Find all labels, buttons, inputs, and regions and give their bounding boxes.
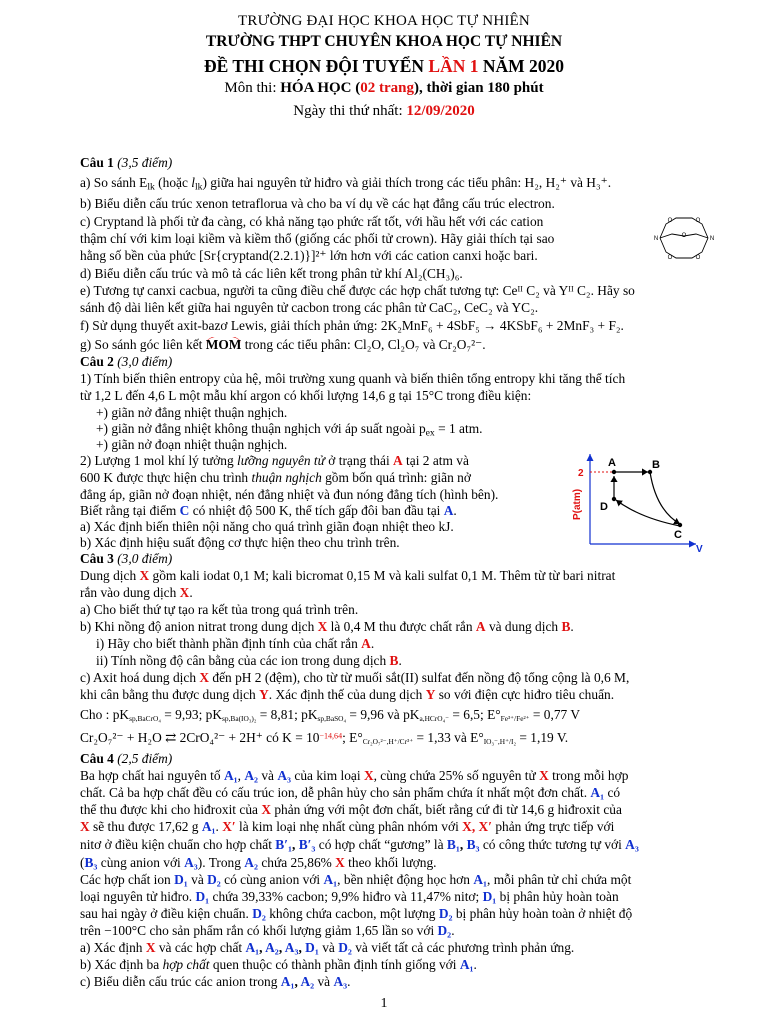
q3-bi-pre: i) Hãy cho biết thành phần định tính của chất rắn	[96, 636, 362, 651]
q2-point-c-ref: C	[179, 503, 190, 518]
q3-l2-post: .	[189, 585, 193, 600]
q3-data2-exp: −14,64	[319, 731, 343, 741]
q4-t: có công thức tương tự với	[479, 837, 626, 852]
q4-t: sẽ thu được 17,62 g	[89, 819, 202, 834]
q4-a1: A₁	[459, 957, 474, 972]
q2-p1i: +) giãn nở đẳng nhiệt thuận nghịch.	[96, 405, 288, 420]
q4-l2	[80, 785, 705, 801]
q4-a2: A₂	[300, 974, 315, 989]
q3-bii-pre: ii) Tính nồng độ cân bằng của các ion trong dung dịch	[96, 653, 390, 668]
q2-p2a	[80, 453, 570, 469]
q4-a3: A₃	[625, 837, 639, 852]
exam-title	[0, 56, 768, 77]
q2-p1b: từ 1,2 L đến 4,6 L một mẫu khí argon có khối lượng 14,6 g tại 15°C trong điều kiện:	[80, 388, 532, 403]
q4-a3: A₃	[277, 768, 292, 783]
svg-text:N: N	[653, 236, 659, 242]
q4-t: quen thuộc có thành phần định tính giống với	[209, 957, 460, 972]
q4-b3: B₃	[84, 855, 98, 870]
q4-t: và	[258, 768, 278, 783]
q1-c3: hằng số bền của phức [Sr{cryptand(2.2.1)}]²⁺ lớn hơn với các cation canxi hoặc bari.	[80, 248, 538, 263]
q4-title: Câu 4	[80, 751, 114, 766]
q4-t: b) Xác định ba	[80, 957, 163, 972]
q3-data1-s2: sp,Ba(IO₃)₂	[222, 713, 257, 723]
pv-cycle-diagram	[568, 448, 708, 554]
q2-p2a-post: tại 2 atm và	[402, 453, 469, 468]
q3-c2-post: so với điện cực hiđro tiêu chuẩn.	[435, 687, 615, 702]
q3-a: a) Cho biết thứ tự tạo ra kết tủa trong quá trình trên.	[80, 602, 359, 617]
q4-t: và	[318, 940, 339, 955]
q4-qc: c) Biểu diễn cấu trúc các anion trong A₁, A₂ và A₃.	[80, 974, 351, 989]
q2-points: (3,0 điểm)	[117, 354, 173, 369]
q3-y: Y	[425, 687, 436, 702]
q1-e1: e) Tương tự canxi cacbua, người ta cũng điều chế được các hợp chất tương tự: Ceᴵᴵ C₂ và Yᴵᴵ C₂. Hãy so	[80, 283, 635, 298]
page-count: 02 trang	[360, 80, 414, 96]
q3-title: Câu 3	[80, 551, 114, 566]
subject-name: HÓA HỌC (	[280, 80, 361, 96]
q4-t: phản ứng trực tiếp với	[491, 819, 615, 834]
q3-b-post: .	[570, 619, 574, 634]
q4-x: X	[539, 768, 549, 783]
q2-p2e: a) Xác định biến thiên nội năng cho quá trình giãn đoạn nhiệt theo kJ.	[80, 519, 454, 534]
q4-xp: X′	[222, 819, 236, 834]
q2-p2f: b) Xác định hiệu suất động cơ thực hiện theo chu trình trên.	[80, 535, 400, 550]
q1-g-pre: g) So sánh góc liên kết	[80, 337, 206, 352]
q2-heading	[80, 354, 705, 370]
q2-p2b-ital: thuận nghịch	[251, 470, 322, 485]
q3-a-ref: A	[361, 636, 371, 651]
q4-a1: A₁	[280, 974, 295, 989]
q3-c1-post: đến pH 2 (đệm), cho từ từ muối sắt(II) sulfat đến nồng độ tổng cộng là 0,6 M,	[209, 670, 630, 685]
q4-a3: A₃	[333, 974, 348, 989]
q4-t: loại nguyên tử hiđro.	[80, 889, 196, 904]
q2-p2d-post: .	[453, 503, 457, 518]
q4-t: theo khối lượng.	[344, 855, 437, 870]
q2-p2a-pre: 2) Lượng 1 mol khí lý tưởng	[80, 453, 237, 468]
q3-data2-mid: ; E°	[342, 730, 363, 745]
q4-t: chứa 25,86%	[257, 855, 336, 870]
q4-a1: A₁	[245, 940, 260, 955]
q4-l7: Các hợp chất ion D₁ và D₂ có cùng anion với A₁, bền nhiệt động học hơn A₁, mỗi phân tử chỉ chứa một	[80, 872, 632, 887]
q3-data1	[80, 706, 705, 724]
q3-data2-s1: Cr₂O₇²⁻,H⁺/Cr³⁺	[362, 736, 414, 746]
q4-t: và viết tất cả các phương trình phản ứng.	[351, 940, 575, 955]
q4-t: a) Xác định	[80, 940, 146, 955]
q3-data1-v2: = 8,81; pK	[256, 707, 318, 722]
q1-a	[80, 175, 705, 191]
q1-g	[80, 337, 705, 353]
q3-x: X	[317, 619, 328, 634]
q4-a1: A₁	[473, 872, 487, 887]
q3-c1-pre: c) Axit hoá dung dịch	[80, 670, 200, 685]
q3-b-mid2: và dung dịch	[485, 619, 562, 634]
q4-t: , bền nhiệt động học hơn	[337, 872, 474, 887]
q3-data1-v4: = 6,5; E°	[449, 707, 501, 722]
q4-a1: A₁	[590, 785, 605, 800]
q4-x: X	[335, 855, 345, 870]
q1-e2: sánh độ dài liên kết giữa hai nguyên tử cacbon trong các phân tử CaC₂, CeC₂ và YC₂.	[80, 300, 539, 315]
q1-a-rest: ) giữa hai nguyên tử hiđro và giải thích trong các tiểu phân: H₂, H₂⁺ và H₃⁺.	[202, 175, 612, 190]
q2-p2d-pre: Biết rằng tại điểm	[80, 503, 180, 518]
svg-text:O: O	[667, 255, 673, 261]
point-a-label: A	[608, 457, 616, 469]
q4-points: (2,5 điểm)	[117, 751, 173, 766]
q4-a2: A₂	[244, 768, 259, 783]
exam-duration: ), thời gian 180 phút	[414, 80, 544, 96]
q3-a-ref: A	[475, 619, 486, 634]
q4-x: X	[80, 819, 90, 834]
q1-points: (3,5 điểm)	[117, 155, 173, 170]
school-name: TRƯỜNG THPT CHUYÊN KHOA HỌC TỰ NHIÊN	[205, 33, 563, 50]
q4-t: và các hợp chất	[155, 940, 246, 955]
page-number: 1	[380, 996, 388, 1011]
exam-round: LẦN 1	[428, 56, 479, 76]
q4-l8	[80, 889, 705, 905]
q4-b1: B₁	[446, 837, 460, 852]
q1-a-sub2: lk	[195, 181, 203, 191]
q1-a-mid: (hoặc	[154, 175, 192, 190]
q4-t: ,	[237, 768, 245, 783]
q4-a3: A₃	[184, 855, 198, 870]
q4-t: hợp chất	[162, 957, 210, 972]
q2-p1a: 1) Tính biến thiên entropy của hệ, môi trường xung quanh và biến thiên tổng entropy khi tăng thể tích	[80, 371, 626, 386]
q4-t: Các hợp chất ion	[80, 872, 175, 887]
cryptand-structure	[648, 206, 720, 270]
q2-p1ii-sub: ex	[425, 427, 435, 437]
q3-data2-pre: Cr₂O₇²⁻ + H₂O ⇄ 2CrO₄²⁻ + 2H⁺ có K = 10	[80, 730, 320, 745]
subject-label: Môn thi:	[224, 80, 281, 96]
svg-text:N: N	[709, 236, 715, 242]
q3-l1	[80, 568, 705, 584]
q4-t: có cùng anion với	[220, 872, 324, 887]
q4-t: là kim loại nhẹ nhất cùng phân nhóm với	[235, 819, 463, 834]
svg-text:O: O	[681, 233, 687, 239]
q4-d2: D₂	[252, 906, 266, 921]
q4-t: c) Biểu diễn cấu trúc các anion trong	[80, 974, 281, 989]
q3-bi	[96, 636, 721, 652]
q2-p1ii	[96, 421, 721, 437]
q3-data2-s2: IO₃⁻,H⁺/I₂	[483, 736, 517, 746]
q1-title: Câu 1	[80, 155, 114, 170]
q2-p2a-ital: lưỡng nguyên tử	[237, 453, 325, 468]
q2-title: Câu 2	[80, 354, 114, 369]
q2-p2b	[80, 470, 570, 486]
q4-xp: X′	[478, 819, 492, 834]
q4-t: trong mỗi hợp	[548, 768, 629, 783]
q4-a2: A₂	[265, 940, 279, 955]
q3-data1-s4: a,HCrO₄⁻	[419, 713, 450, 723]
q3-b-ref: B	[561, 619, 571, 634]
q4-heading	[80, 751, 705, 767]
q1-c1: c) Cryptand là phối tử đa càng, có khả năng tạo phức rất tốt, với hầu hết với các cation	[80, 214, 544, 229]
q1-a-text: a) So sánh E	[80, 175, 148, 190]
q4-l4: X sẽ thu được 17,62 g A₁. X′ là kim loại nhẹ nhất cùng phân nhóm với X, X′ phản ứng trực tiếp với	[80, 819, 615, 834]
q1-g-post: trong các tiểu phân: Cl₂O, Cl₂O₇ và Cr₂O₇²⁻.	[241, 337, 486, 352]
q2-p2b-pre: 600 K được thực hiện chu trình	[80, 470, 252, 485]
q1-g-angle: MOM	[205, 337, 242, 352]
q4-t: có	[604, 785, 621, 800]
q3-c2-pre: khi cân bằng thu được dung dịch	[80, 687, 260, 702]
y-tick-2: 2	[578, 468, 584, 479]
q3-data1-s5: Fe³⁺/Fe²⁺	[500, 713, 530, 723]
q3-bi-post: .	[370, 636, 375, 651]
q4-b3: B₃	[466, 837, 480, 852]
q3-bii	[96, 653, 721, 669]
q3-x: X	[179, 585, 190, 600]
q2-point-a-ref2: A	[443, 503, 454, 518]
q1-a-l: l	[191, 175, 195, 190]
q4-d1: D₁	[305, 940, 319, 955]
q1-f: f) Sử dụng thuyết axit-bazơ Lewis, giải thích phản ứng: 2K₂MnF₆ + 4SbF₅ → 4KSbF₆ + 2MnF₃ + F₂.	[80, 318, 624, 333]
q4-x: X	[363, 768, 374, 783]
q3-data1-s3: sp,BaSO₄	[317, 713, 347, 723]
exam-title-text: ĐỀ THI CHỌN ĐỘI TUYỂN	[203, 56, 429, 76]
q2-p1ii-text: +) giãn nở đẳng nhiệt không thuận nghịch với áp suất ngoài p	[96, 421, 426, 436]
q4-b3p: B′₃	[298, 837, 316, 852]
q4-a3: A₃	[284, 940, 299, 955]
q4-t: .	[215, 819, 223, 834]
q3-data2	[80, 729, 705, 747]
q4-l3	[80, 802, 705, 818]
svg-text:O: O	[695, 255, 701, 261]
point-d-label: D	[600, 501, 608, 513]
q4-d2: D₂	[438, 906, 453, 921]
q4-qa: a) Xác định X và các hợp chất A₁, A₂, A₃, D₁ và D₂ và viết tất cả các phương trình phản ứng.	[80, 940, 575, 955]
point-c-label: C	[674, 529, 682, 541]
q4-l5: nitơ ở điều kiện chuẩn cho hợp chất B′₁, B′₃ có hợp chất “gương” là B₁, B₃ có công thức tương tự với A₃	[80, 837, 639, 852]
q4-t: của kim loại	[291, 768, 364, 783]
q4-t: phản ứng với một đơn chất, biết rằng cứ đi từ 14,6 g hiđroxit của	[270, 802, 622, 817]
q4-x: X	[462, 819, 472, 834]
q3-b-pre: b) Khi nồng độ anion nitrat trong dung dịch	[80, 619, 318, 634]
q4-l10: trên −100°C cho sản phẩm rắn có khối lượng giảm 1,65 lần so với D₂.	[80, 923, 455, 938]
q4-t: không chứa cacbon, một lượng	[265, 906, 439, 921]
q4-t: chứa 39,33% cacbon; 9,9% hiđro và 11,47% nitơ;	[209, 889, 483, 904]
q2-p1ii-post: = 1 atm.	[434, 421, 483, 436]
q3-b-mid: là 0,4 M thu được chất rắn	[327, 619, 476, 634]
q2-p2c: đẳng áp, giãn nở đoạn nhiệt, nén đẳng nhiệt và đun nóng đẳng tích (hình bên).	[80, 487, 499, 502]
q3-b	[80, 619, 705, 635]
q3-l1-post: gồm kali iodat 0,1 M; kali bicromat 0,15 M và kali sulfat 0,1 M. Thêm từ từ bari nitrat	[149, 568, 616, 583]
q4-d2: D₂	[437, 923, 452, 938]
q4-a2: A₂	[244, 855, 258, 870]
q4-t: bị phân hủy hoàn toàn ở nhiệt độ	[452, 906, 633, 921]
q4-d1: D₁	[174, 872, 188, 887]
q3-data1-a: Cho : pK	[80, 707, 130, 722]
q3-x: X	[199, 670, 210, 685]
q3-l2-pre: rắn vào dung dịch	[80, 585, 180, 600]
q4-d2: D₂	[338, 940, 352, 955]
subject-line	[0, 80, 768, 97]
q4-t: trên −100°C cho sản phẩm rắn có khối lượng giảm 1,65 lần so với	[80, 923, 438, 938]
q3-c2	[80, 687, 705, 703]
q4-t: , mỗi phân tử chỉ chứa một	[487, 872, 632, 887]
q2-p2b-post: gồm bốn quá trình: giãn nở	[321, 470, 471, 485]
q1-a-sub: lk	[147, 181, 155, 191]
exam-date-line	[0, 103, 768, 120]
q4-t: Ba hợp chất hai nguyên tố	[80, 768, 224, 783]
q4-l9	[80, 906, 705, 922]
q2-p2d	[80, 503, 570, 519]
q3-data1-v3: = 9,96 và pK	[346, 707, 420, 722]
q4-t: bị phân hủy hoàn toàn	[496, 889, 619, 904]
exam-year: NĂM 2020	[478, 56, 565, 76]
q4-x: X	[261, 802, 271, 817]
q3-l2	[80, 585, 705, 601]
q3-c1	[80, 670, 705, 686]
q3-l1-pre: Dung dịch	[80, 568, 140, 583]
q3-x: X	[139, 568, 150, 583]
q4-d1: D₁	[482, 889, 497, 904]
q1-c2: thậm chí với kim loại kiềm và kiềm thổ (giống các phối tử crown). Hãy giải thích tại sao	[80, 231, 555, 246]
q4-l6: (B₃ cùng anion với A₃). Trong A₂ chứa 25,86% X theo khối lượng.	[80, 855, 437, 870]
q4-qb: b) Xác định ba hợp chất quen thuộc có thành phần định tính giống với A₁.	[80, 957, 477, 972]
q3-data1-v5: = 0,77 V	[529, 707, 581, 722]
q2-p2a-mid: ở trạng thái	[324, 453, 394, 468]
q2-point-a-ref: A	[393, 453, 403, 468]
q1-heading	[80, 155, 705, 171]
q4-b1p: B′₁	[275, 837, 292, 852]
q4-t: ). Trong	[197, 855, 245, 870]
exam-date-label: Ngày thi thứ nhất:	[293, 103, 407, 119]
q4-a1: A₁	[323, 872, 338, 887]
q3-points: (3,0 điểm)	[117, 551, 173, 566]
q4-t: nitơ ở điều kiện chuẩn cho hợp chất	[80, 837, 276, 852]
q4-t: chất. Cả ba hợp chất đều có cấu trúc ion, dễ phân hủy cho sản phẩm chứa ít nhất một đơn chất.	[80, 785, 591, 800]
q4-d1: D₁	[195, 889, 210, 904]
q1-d: d) Biểu diễn cấu trúc và mô tả các liên kết trong phân tử khí Al₂(CH₃)₆.	[80, 266, 463, 281]
q3-y: Y	[259, 687, 269, 702]
q2-p2d-mid: có nhiệt độ 500 K, thể tích gấp đôi ban đầu tại	[189, 503, 444, 518]
exam-date: 12/09/2020	[406, 103, 475, 119]
q4-l1	[80, 768, 705, 784]
q4-t: thể thu được khi cho hiđroxit của	[80, 802, 262, 817]
svg-text:O: O	[695, 218, 701, 224]
q1-b: b) Biểu diễn cấu trúc xenon tetraflorua và cho ba ví dụ về các hạt đẳng cấu trúc electron.	[80, 196, 555, 211]
q4-t: sau hai ngày ở điều kiện chuẩn.	[80, 906, 253, 921]
y-axis-label: P(atm)	[572, 488, 583, 520]
q3-c2-mid: . Xác định thế của dung dịch	[268, 687, 426, 702]
point-b-label: B	[652, 459, 660, 471]
university-name: TRƯỜNG ĐẠI HỌC KHOA HỌC TỰ NHIÊN	[238, 13, 530, 29]
q3-heading	[80, 551, 705, 567]
q4-d2: D₂	[207, 872, 221, 887]
svg-text:O: O	[667, 218, 673, 224]
q4-t: có hợp chất “gương” là	[315, 837, 447, 852]
q2-p1iii: +) giãn nở đoạn nhiệt thuận nghịch.	[96, 437, 288, 452]
q4-a1: A₁	[201, 819, 216, 834]
q4-x: X	[145, 940, 156, 955]
q3-data1-v1: = 9,93; pK	[160, 707, 223, 722]
q4-a1: A₁	[223, 768, 238, 783]
q3-bii-post: .	[398, 653, 402, 668]
q4-t: cùng anion với	[97, 855, 185, 870]
q3-b-ref: B	[389, 653, 399, 668]
q4-t: , cùng chứa 25% số nguyên tử	[373, 768, 540, 783]
x-axis-label: V	[696, 544, 703, 554]
q3-data2-v2: = 1,19 V.	[516, 730, 569, 745]
q3-data2-v1: = 1,33 và E°	[413, 730, 484, 745]
q3-data1-s1: sp,BaCrO₄	[129, 713, 161, 723]
